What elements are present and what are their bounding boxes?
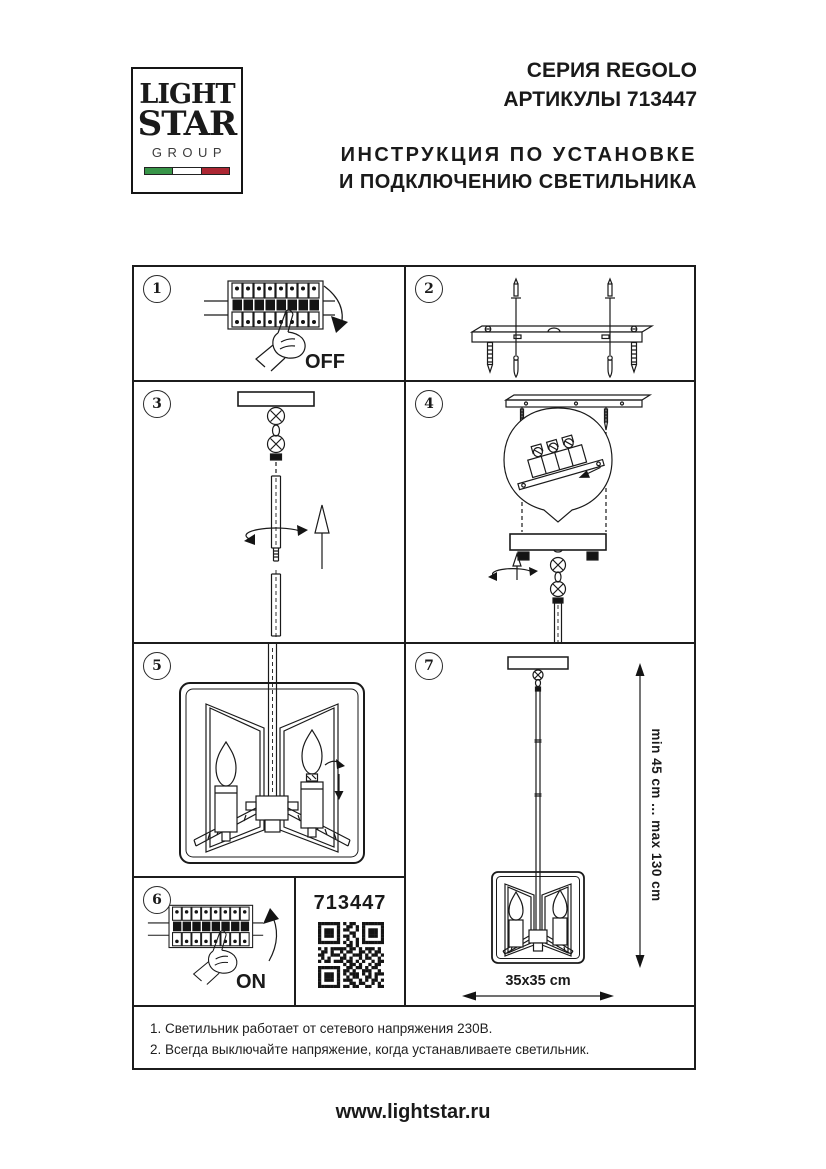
threaded-screw-icon [487, 343, 637, 373]
bulb-icon [509, 892, 523, 920]
bulb-icon [302, 730, 322, 774]
safety-notes [134, 1007, 694, 1068]
pendant-dimensions-illustration [406, 644, 694, 1007]
bulb-icon [216, 742, 236, 786]
breaker-off-illustration [134, 267, 406, 382]
flag-white-segment [173, 167, 201, 175]
article-number: АРТИКУЛЫ 713447 [503, 88, 697, 111]
website-url: www.lightstar.ru [335, 1101, 491, 1123]
height-dimension-label: min 45 cm ... max 130 cm [649, 728, 664, 902]
step7-panel [406, 644, 694, 1007]
bulb-icon [553, 890, 567, 918]
candle-socket-left [215, 742, 237, 841]
step2-panel [406, 267, 694, 382]
arrowhead [263, 908, 279, 924]
on-label: ON [236, 971, 266, 993]
italian-flag-bar [144, 167, 230, 175]
flag-red-segment [202, 167, 230, 175]
step5-panel [134, 644, 406, 878]
step5-number-badge: 5 [143, 652, 171, 680]
step6-number-badge: 6 [143, 886, 171, 914]
qr-article-number: 713447 [313, 892, 387, 914]
note-line-1: 1. Светильник работает от сетевого напряжения 230В. [150, 1021, 493, 1036]
step3-number-badge: 3 [143, 390, 171, 418]
step3-panel [134, 382, 406, 644]
lamp-bulb-installation-illustration [134, 644, 406, 878]
mounting-bracket-illustration [406, 267, 694, 382]
note-line-2: 2. Всегда выключайте напряжение, когда устанавливаете светильник. [150, 1042, 590, 1057]
step2-number-badge: 2 [415, 275, 443, 303]
arrowhead [331, 316, 348, 333]
wall-anchor-icon [511, 279, 615, 298]
qr-code [318, 922, 384, 988]
logo-star-text: STAR [137, 104, 237, 144]
step1-panel [134, 267, 406, 382]
step6-panel [134, 878, 296, 1007]
step4-panel [406, 382, 694, 644]
off-label: OFF [305, 351, 345, 373]
rod-assembly-illustration [134, 382, 406, 644]
rotate-arrow [493, 569, 532, 576]
wiring-canopy-illustration [406, 382, 694, 644]
step4-number-badge: 4 [415, 390, 443, 418]
candle-socket-right [301, 730, 323, 837]
qr-panel [296, 878, 406, 1007]
screw-icon [514, 356, 612, 377]
step7-number-badge: 7 [415, 652, 443, 680]
up-arrow [315, 505, 329, 569]
logo-light-text: LIGHT [139, 79, 235, 110]
doc-title-line1: ИНСТРУКЦИЯ ПО УСТАНОВКЕ [340, 144, 697, 166]
width-dimension-label: 35x35 cm [505, 973, 571, 989]
logo-group-text: GROUP [151, 145, 228, 161]
step1-number-badge: 1 [143, 275, 171, 303]
doc-title-line2: И ПОДКЛЮЧЕНИЮ СВЕТИЛЬНИКА [338, 171, 697, 193]
instruction-table [132, 265, 696, 1070]
lightstar-logo [131, 67, 243, 194]
series-title: СЕРИЯ REGOLO [526, 59, 697, 82]
flag-green-segment [144, 167, 173, 175]
